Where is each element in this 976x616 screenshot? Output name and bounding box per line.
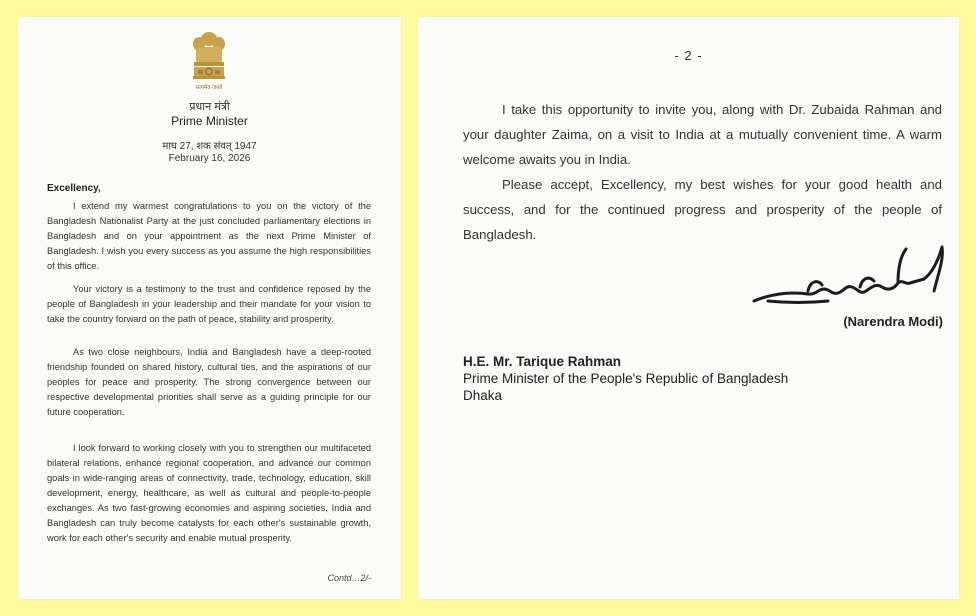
letter-paragraph: I extend my warmest congratulations to you on the victory of the Bangladesh Nationalist Party at the just concluded parliamentary elections in Bangladesh and on your appointment as the next Prime Minister of Bangladesh. I wish you every success as you assume the high responsibilities of this office. [47,201,371,271]
date-english: February 16, 2026 [168,153,251,164]
date-hindi: माघ 27, शक संवत् 1947 [162,141,257,152]
letter-page-2 [418,17,959,599]
addressee-title: Prime Minister of the People's Republic of Bangladesh [463,371,789,386]
salutation: Excellency, [47,183,101,194]
office-title-english: Prime Minister [171,114,248,128]
page-number: - 2 - [674,48,703,63]
letter-paragraph: I take this opportunity to invite you, along with Dr. Zubaida Rahman and your daughter Zaima, on a visit to India at a mutually convenient time. A warm welcome awaits you in India. [463,102,942,167]
letter-paragraph: Please accept, Excellency, my best wishes for your good health and success, and for the continued progress and prosperity of the people of Bangladesh. [463,177,942,242]
signer-name: (Narendra Modi) [843,314,943,329]
letter-paragraph: I look forward to working closely with you to strengthen our multifaceted bilateral relations, enhance regional cooperation, and advance our common goals in wide-ranging areas of connectivity, trade, technology, education, skill development, energy, healthcare, as well as cultural and people-to-people exchanges. As two fast-growing economies and aspiring societies, India and Bangladesh can truly become catalysts for each other's sustainable growth, work for each other's security and enable mutual prosperity. [47,443,371,543]
letter-page-1 [18,17,401,599]
addressee-city: Dhaka [463,388,503,403]
continued-note: Contd…2/- [327,573,371,583]
emblem-motto: सत्यमेव जयते [195,85,223,91]
state-emblem-icon [188,29,230,93]
letter-paragraph: Your victory is a testimony to the trust and confidence reposed by the people of Bangladesh in your leadership and their mandate for your vision to take the country forward on the path of peace, stability and prosperity. [47,284,371,324]
letter-paragraph: As two close neighbours, India and Bangladesh have a deep-rooted friendship founded on shared history, cultural ties, and the aspirations of our peoples for peace and prosperity. The strong convergence between our respective developmental priorities shall serve as a guiding principle for our future cooperation. [47,347,371,417]
addressee-name: H.E. Mr. Tarique Rahman [463,354,622,369]
addressee-block [463,353,788,404]
office-title-hindi: प्रधान मंत्री [189,101,230,113]
handwritten-signature [748,239,948,315]
